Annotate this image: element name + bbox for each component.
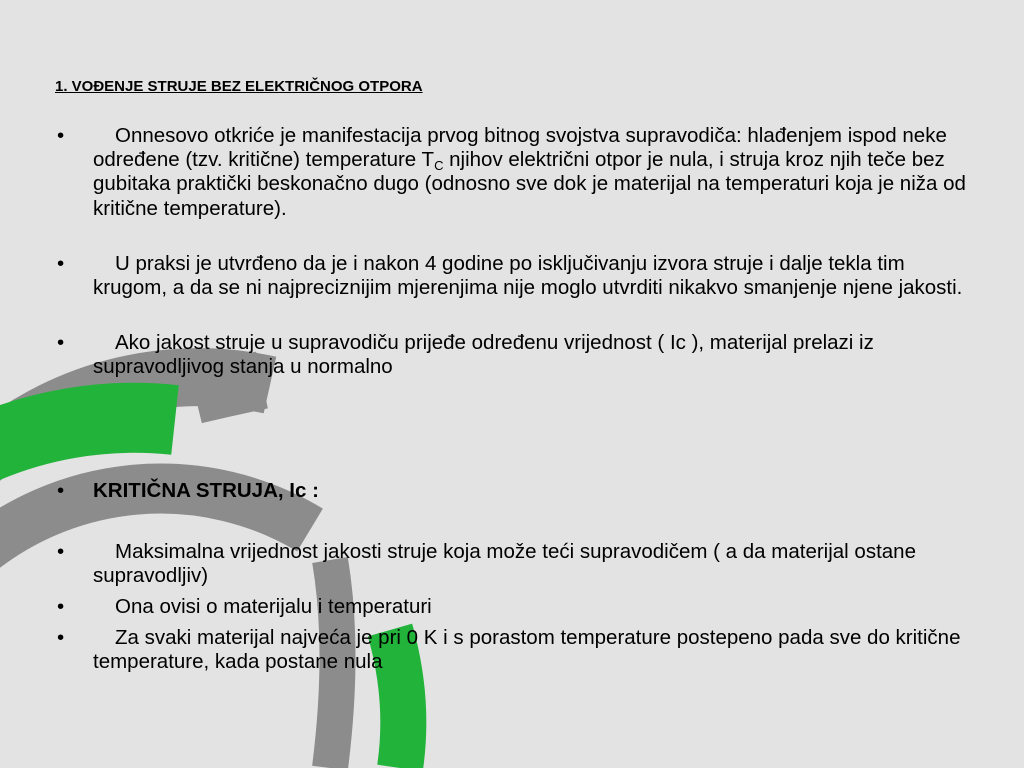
- item-text: Maksimalna vrijednost jakosti struje koja može teći supravodičem ( a da materijal ostane supravodljiv): [93, 540, 916, 588]
- bullet-icon: •: [57, 331, 65, 354]
- subscript-c: C: [434, 158, 444, 174]
- list-item: [57, 540, 973, 588]
- item-text: Ona ovisi o materijalu i temperaturi: [115, 595, 432, 618]
- item-text: Za svaki materijal najveća je pri 0 K i s porastom temperature postepeno pada sve do kritične temperature, kada postane nula: [93, 626, 961, 674]
- bullet-icon: •: [57, 540, 65, 563]
- list-item: [57, 252, 973, 300]
- list-item: [57, 595, 973, 619]
- list-item: [57, 331, 973, 379]
- item-text-continued: njihov električni otpor je nula, i struja kroz njih teče bez gubitaka praktički beskonačno dugo (odnosno sve dok je materijal na temperaturi koja je niža od kritične temperature).: [93, 148, 966, 220]
- bullet-icon: •: [57, 479, 65, 502]
- slide-title: 1. VOĐENJE STRUJE BEZ ELEKTRIČNOG OTPORA: [55, 78, 423, 95]
- item-text: U praksi je utvrđeno da je i nakon 4 godine po isključivanju izvora struje i dalje tekla tim krugom, a da se ni najpreciznijim mjerenjima nije moglo utvrditi nikakvo smanjenje njene jakosti.: [93, 252, 963, 300]
- list-item-heading: [57, 479, 973, 503]
- bullet-icon: •: [57, 595, 65, 618]
- item-text: Ako jakost struje u supravodiču prijeđe određenu vrijednost ( Ic ), materijal prelazi iz supravodljivog stanja u normalno: [93, 331, 874, 379]
- list-item: [57, 626, 973, 674]
- item-heading-text: KRITIČNA STRUJA, Ic :: [93, 479, 319, 502]
- bullet-icon: •: [57, 124, 65, 147]
- bullet-icon: •: [57, 252, 65, 275]
- item-text: Onnesovo otkriće je manifestacija prvog bitnog svojstva supravodiča: hlađenjem ispod neke određene (tzv. kritične) temperature T: [93, 124, 947, 172]
- bullet-icon: •: [57, 626, 65, 649]
- list-item: [57, 124, 973, 221]
